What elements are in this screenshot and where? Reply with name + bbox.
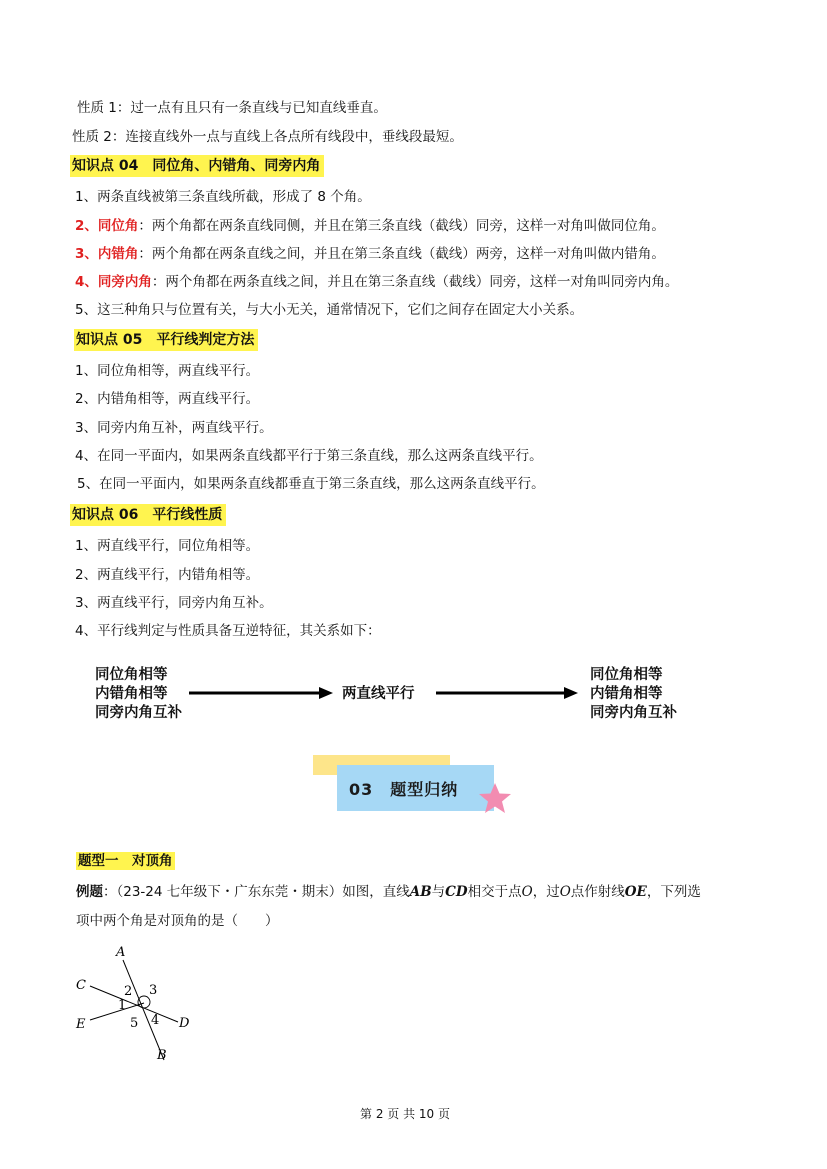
page-footer: 第 2 页 共 10 页: [360, 1107, 450, 1121]
kp06-item-3: 3、两直线平行，同旁内角互补。: [75, 595, 273, 611]
star-icon: [478, 782, 512, 814]
relation-left-3: 同旁内角互补: [95, 705, 182, 721]
kp05-item-2: 2、内错角相等，两直线平行。: [75, 391, 260, 407]
kp04-item-2-text: ：两个角都在两条直线同侧，并且在第三条直线（截线）同旁，这样一对角叫做同位角。: [138, 218, 665, 234]
example-and: 与: [431, 884, 446, 900]
relation-right-2: 内错角相等: [590, 686, 663, 702]
angle-5: 5: [130, 1016, 139, 1031]
point-o: O: [521, 884, 533, 900]
label-e: E: [76, 1017, 86, 1032]
kp04-item-2-num: 2、: [75, 218, 98, 234]
kp06-item-1: 1、两直线平行，同位角相等。: [75, 538, 260, 554]
kp04-item-5: 5、这三种角只与位置有关，与大小无关，通常情况下，它们之间存在固定大小关系。: [75, 302, 584, 318]
kp04-item-2: [75, 217, 665, 235]
kp04-item-3-num: 3、: [75, 246, 98, 262]
example-comma: ，过: [532, 884, 560, 900]
kp06-item-4: 4、平行线判定与性质具备互逆特征，其关系如下：: [75, 623, 381, 639]
line-cd: CD: [445, 884, 468, 900]
line-ab-figure: [123, 960, 164, 1060]
relation-left-2: 内错角相等: [95, 686, 168, 702]
relation-middle: 两直线平行: [342, 686, 415, 702]
point-o-2: O: [559, 884, 571, 900]
kp04-heading: 知识点 04 同位角、内错角、同旁内角: [70, 155, 324, 177]
kp05-heading: 知识点 05 平行线判定方法: [74, 329, 258, 351]
angle-4: 4: [151, 1013, 160, 1028]
relation-left-group: [95, 666, 182, 723]
kp06-heading: 知识点 06 平行线性质: [70, 504, 226, 526]
kp06-item-2: 2、两直线平行，内错角相等。: [75, 567, 260, 583]
kp05-item-1: 1、同位角相等，两直线平行。: [75, 363, 260, 379]
angle-1: 1: [118, 998, 127, 1013]
kp04-term-corresponding: 同位角: [97, 218, 139, 234]
arrow-right-icon-1: [185, 683, 335, 703]
kp04-item-3-text: ：两个角都在两条直线之间，并且在第三条直线（截线）两旁，这样一对角叫做内错角。: [138, 246, 665, 262]
label-d: D: [179, 1016, 190, 1031]
relation-right-3: 同旁内角互补: [590, 705, 677, 721]
geometry-figure: [70, 938, 210, 1068]
property-1: 性质 1：过一点有且只有一条直线与已知直线垂直。: [77, 100, 387, 116]
kp05-item-3: 3、同旁内角互补，两直线平行。: [75, 420, 273, 436]
kp04-item-4-num: 4、: [75, 274, 98, 290]
kp04-item-1: 1、两条直线被第三条直线所截，形成了 8 个角。: [75, 189, 371, 205]
kp04-term-interior: 同旁内角: [97, 274, 152, 290]
label-a: A: [116, 945, 126, 960]
example-ray: 点作射线: [570, 884, 625, 900]
arrow-right-icon-2: [432, 683, 580, 703]
relation-right-1: 同位角相等: [590, 667, 663, 683]
kp04-item-4: [75, 273, 678, 291]
kp04-item-3: [75, 245, 665, 263]
example-label: 例题: [76, 884, 103, 900]
example-source: ：（23-24 七年级下・广东东莞・期末）如图，直线: [103, 884, 410, 900]
banner-title: 03 题型归纳: [349, 779, 459, 799]
section-banner: [337, 765, 494, 811]
kp05-item-4: 4、在同一平面内，如果两条直线都平行于第三条直线，那么这两条直线平行。: [75, 448, 543, 464]
label-c: C: [76, 978, 86, 993]
line-ab: AB: [409, 884, 432, 900]
angle-2: 2: [124, 984, 133, 999]
label-b: B: [157, 1048, 167, 1063]
example-tail: ，下列选: [646, 884, 701, 900]
ray-oe: OE: [624, 884, 647, 900]
example-line-1: [76, 883, 701, 901]
relation-left-1: 同位角相等: [95, 667, 168, 683]
kp04-item-4-text: ：两个角都在两条直线之间，并且在第三条直线（截线）同旁，这样一对角叫同旁内角。: [151, 274, 679, 290]
property-2: 性质 2：连接直线外一点与直线上各点所有线段中，垂线段最短。: [72, 129, 463, 145]
example-line-2: 项中两个角是对顶角的是（ ）: [76, 913, 279, 929]
relation-right-group: [590, 666, 677, 723]
example-inter: 相交于点: [467, 884, 522, 900]
qtype-1-heading: 题型一 对顶角: [78, 853, 173, 869]
angle-3: 3: [149, 983, 158, 998]
kp05-item-5: 5、在同一平面内，如果两条直线都垂直于第三条直线，那么这两条直线平行。: [77, 476, 545, 492]
kp04-term-alternate: 内错角: [97, 246, 139, 262]
